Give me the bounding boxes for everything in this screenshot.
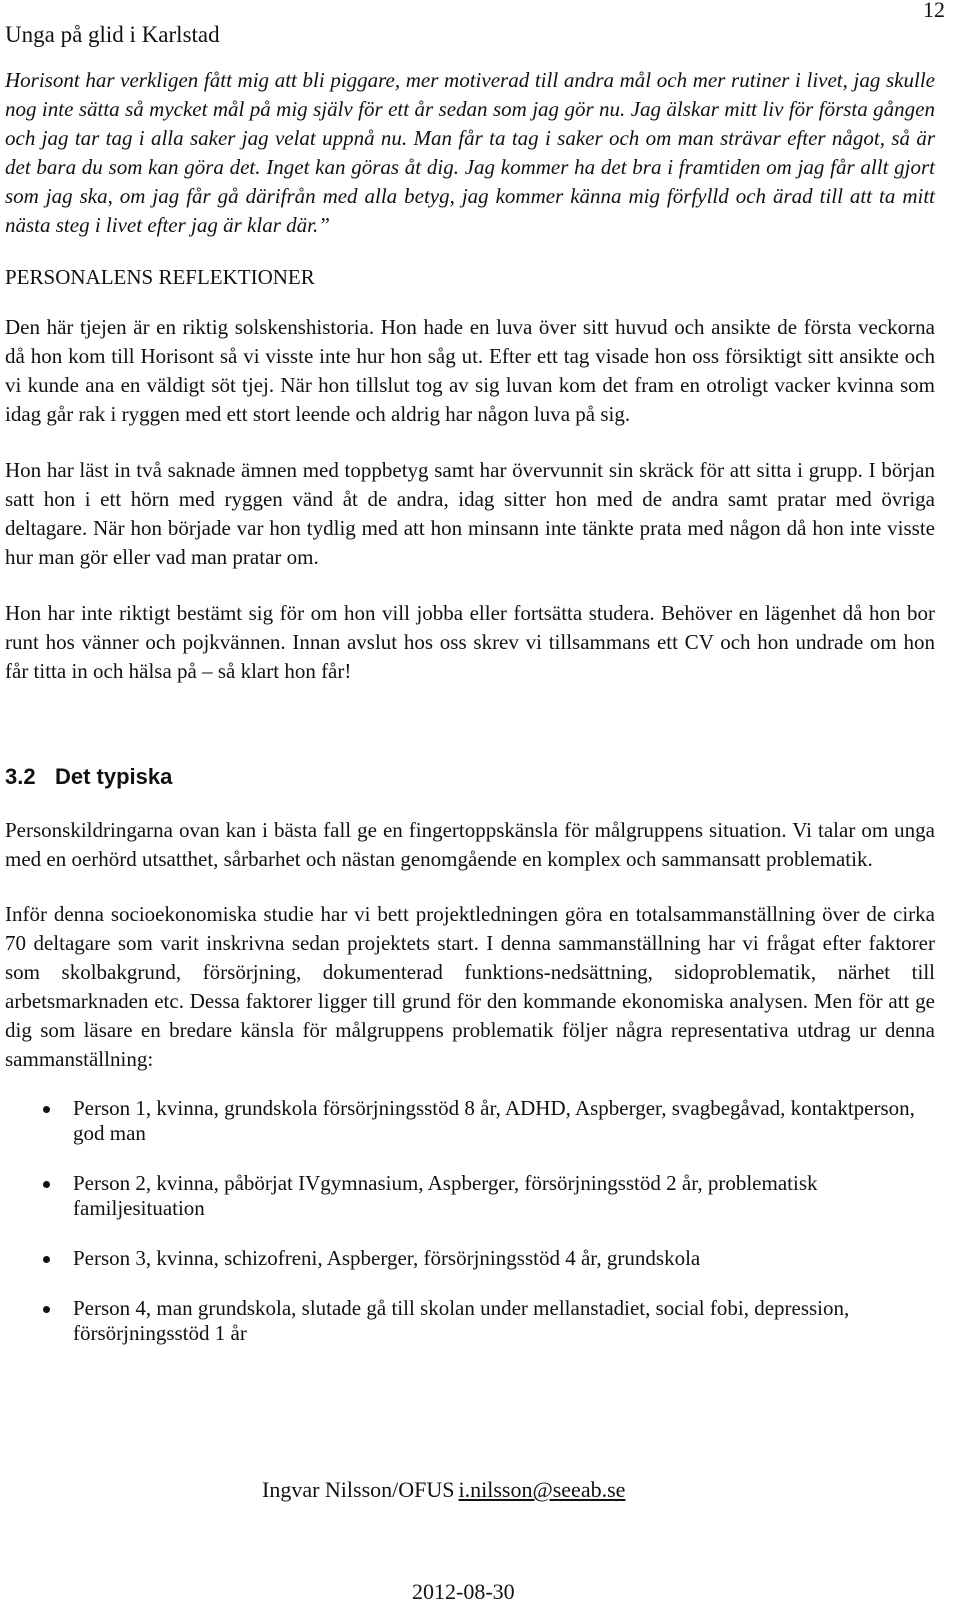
section-paragraph-2: Inför denna socioekonomiska studie har vi bett projektledningen göra en totalsammanställning över de cirka 70 deltagare som varit inskrivna sedan projektets start. I denna sammanställning har vi frågat efter faktorer som skolbakgrund, försörjning, dokumenterad funktions-nedsättning, sidoproblematik, närhet till arbetsmarknaden etc. Dessa faktorer ligger till grund för den kommande ekonomiska analysen. Men för att ge dig som läsare en bredare känsla för målgruppens problematik följer några representativa utdrag ur denna sammanställning:: [5, 902, 935, 1071]
staff-reflections-heading: PERSONALENS REFLEKTIONER: [5, 265, 315, 289]
section-paragraph-1: Personskildringarna ovan kan i bästa fall ge en fingertoppskänsla för målgruppens situation. Vi talar om unga med en oerhörd utsatthet, sårbarhet och nästan genomgående en komplex och sammansatt problematik.: [5, 818, 935, 871]
footer-email-link[interactable]: i.nilsson@seeab.se: [458, 1477, 626, 1502]
list-item-text: Person 3, kvinna, schizofreni, Aspberger, försörjningsstöd 4 år, grundskola: [73, 1246, 701, 1270]
bullet-icon: [43, 1256, 50, 1263]
list-item: [5, 1296, 935, 1346]
page-footer: [262, 1476, 625, 1504]
bullet-icon: [43, 1181, 50, 1188]
bullet-icon: [43, 1306, 50, 1313]
list-item-text: Person 1, kvinna, grundskola försörjningsstöd 8 år, ADHD, Aspberger, svagbegåvad, kontaktperson, god man: [73, 1096, 915, 1145]
list-item: [5, 1096, 935, 1146]
list-item: [5, 1171, 935, 1221]
staff-paragraph-3: Hon har inte riktigt bestämt sig för om hon vill jobba eller fortsätta studera. Behöver en lägenhet då hon bor runt hos vänner och pojkvännen. Innan avslut hos oss skrev vi tillsammans ett CV och hon undrade om hon får titta in och hälsa på – så klart hon får!: [5, 601, 935, 683]
participant-quote: Horisont har verkligen fått mig att bli piggare, mer motiverad till andra mål och mer rutiner i livet, jag skulle nog inte sätta så mycket mål på mig själv för ett år sedan som jag gör nu. Jag älskar mitt liv för första gången och jag tar tag i alla saker jag velat uppnå nu. Man får ta tag i saker och om man strävar efter något, så är det bara du som kan göra det. Inget kan göras åt dig. Jag kommer ha det bra i framtiden om jag får allt gjort som jag ska, om jag får gå därifrån med alla betyg, jag kommer känna mig förfylld och ärad till att ta mitt nästa steg i livet efter jag är klar där.”: [5, 68, 935, 237]
section-number: 3.2: [5, 764, 36, 789]
section-title: Det typiska: [55, 764, 173, 789]
staff-paragraph-2: Hon har läst in två saknade ämnen med toppbetyg samt har övervunnit sin skräck för att sitta i grupp. I början satt hon i ett hörn med ryggen vänd åt de andra, idag sitter hon med de andra samt pratar med övriga deltagare. När hon började var hon tydlig med att hon minsann inte tänkte prata med någon då hon inte visste hur man gör eller vad man pratar om.: [5, 458, 935, 569]
footer-date: 2012-08-30: [412, 1579, 515, 1604]
list-item-text: Person 4, man grundskola, slutade gå till skolan under mellanstadiet, social fobi, depression, försörjningsstöd 1 år: [73, 1296, 850, 1345]
staff-paragraph-1: Den här tjejen är en riktig solskenshistoria. Hon hade en luva över sitt huvud och ansikte de första veckorna då hon kom till Horisont så vi visste inte hur hon såg ut. Efter ett tag visade hon oss försiktigt sitt ansikte och vi kunde ana en väldigt söt tjej. När hon tillslut tog av sig luvan kom det fram en otroligt vacker kvinna som idag går rak i ryggen med ett stort leende och aldrig har någon luva på sig.: [5, 315, 935, 426]
list-item: [5, 1246, 935, 1271]
document-body: [5, 66, 935, 1371]
list-item-text: Person 2, kvinna, påbörjat IVgymnasium, Aspberger, försörjningsstöd 2 år, problematisk familjesituation: [73, 1171, 818, 1220]
person-list: [5, 1096, 935, 1346]
footer-author: Ingvar Nilsson/OFUS: [262, 1477, 455, 1502]
bullet-icon: [43, 1106, 50, 1113]
page-number: 12: [923, 0, 945, 22]
section-heading: [5, 762, 935, 792]
page-header-title: Unga på glid i Karlstad: [5, 22, 220, 47]
